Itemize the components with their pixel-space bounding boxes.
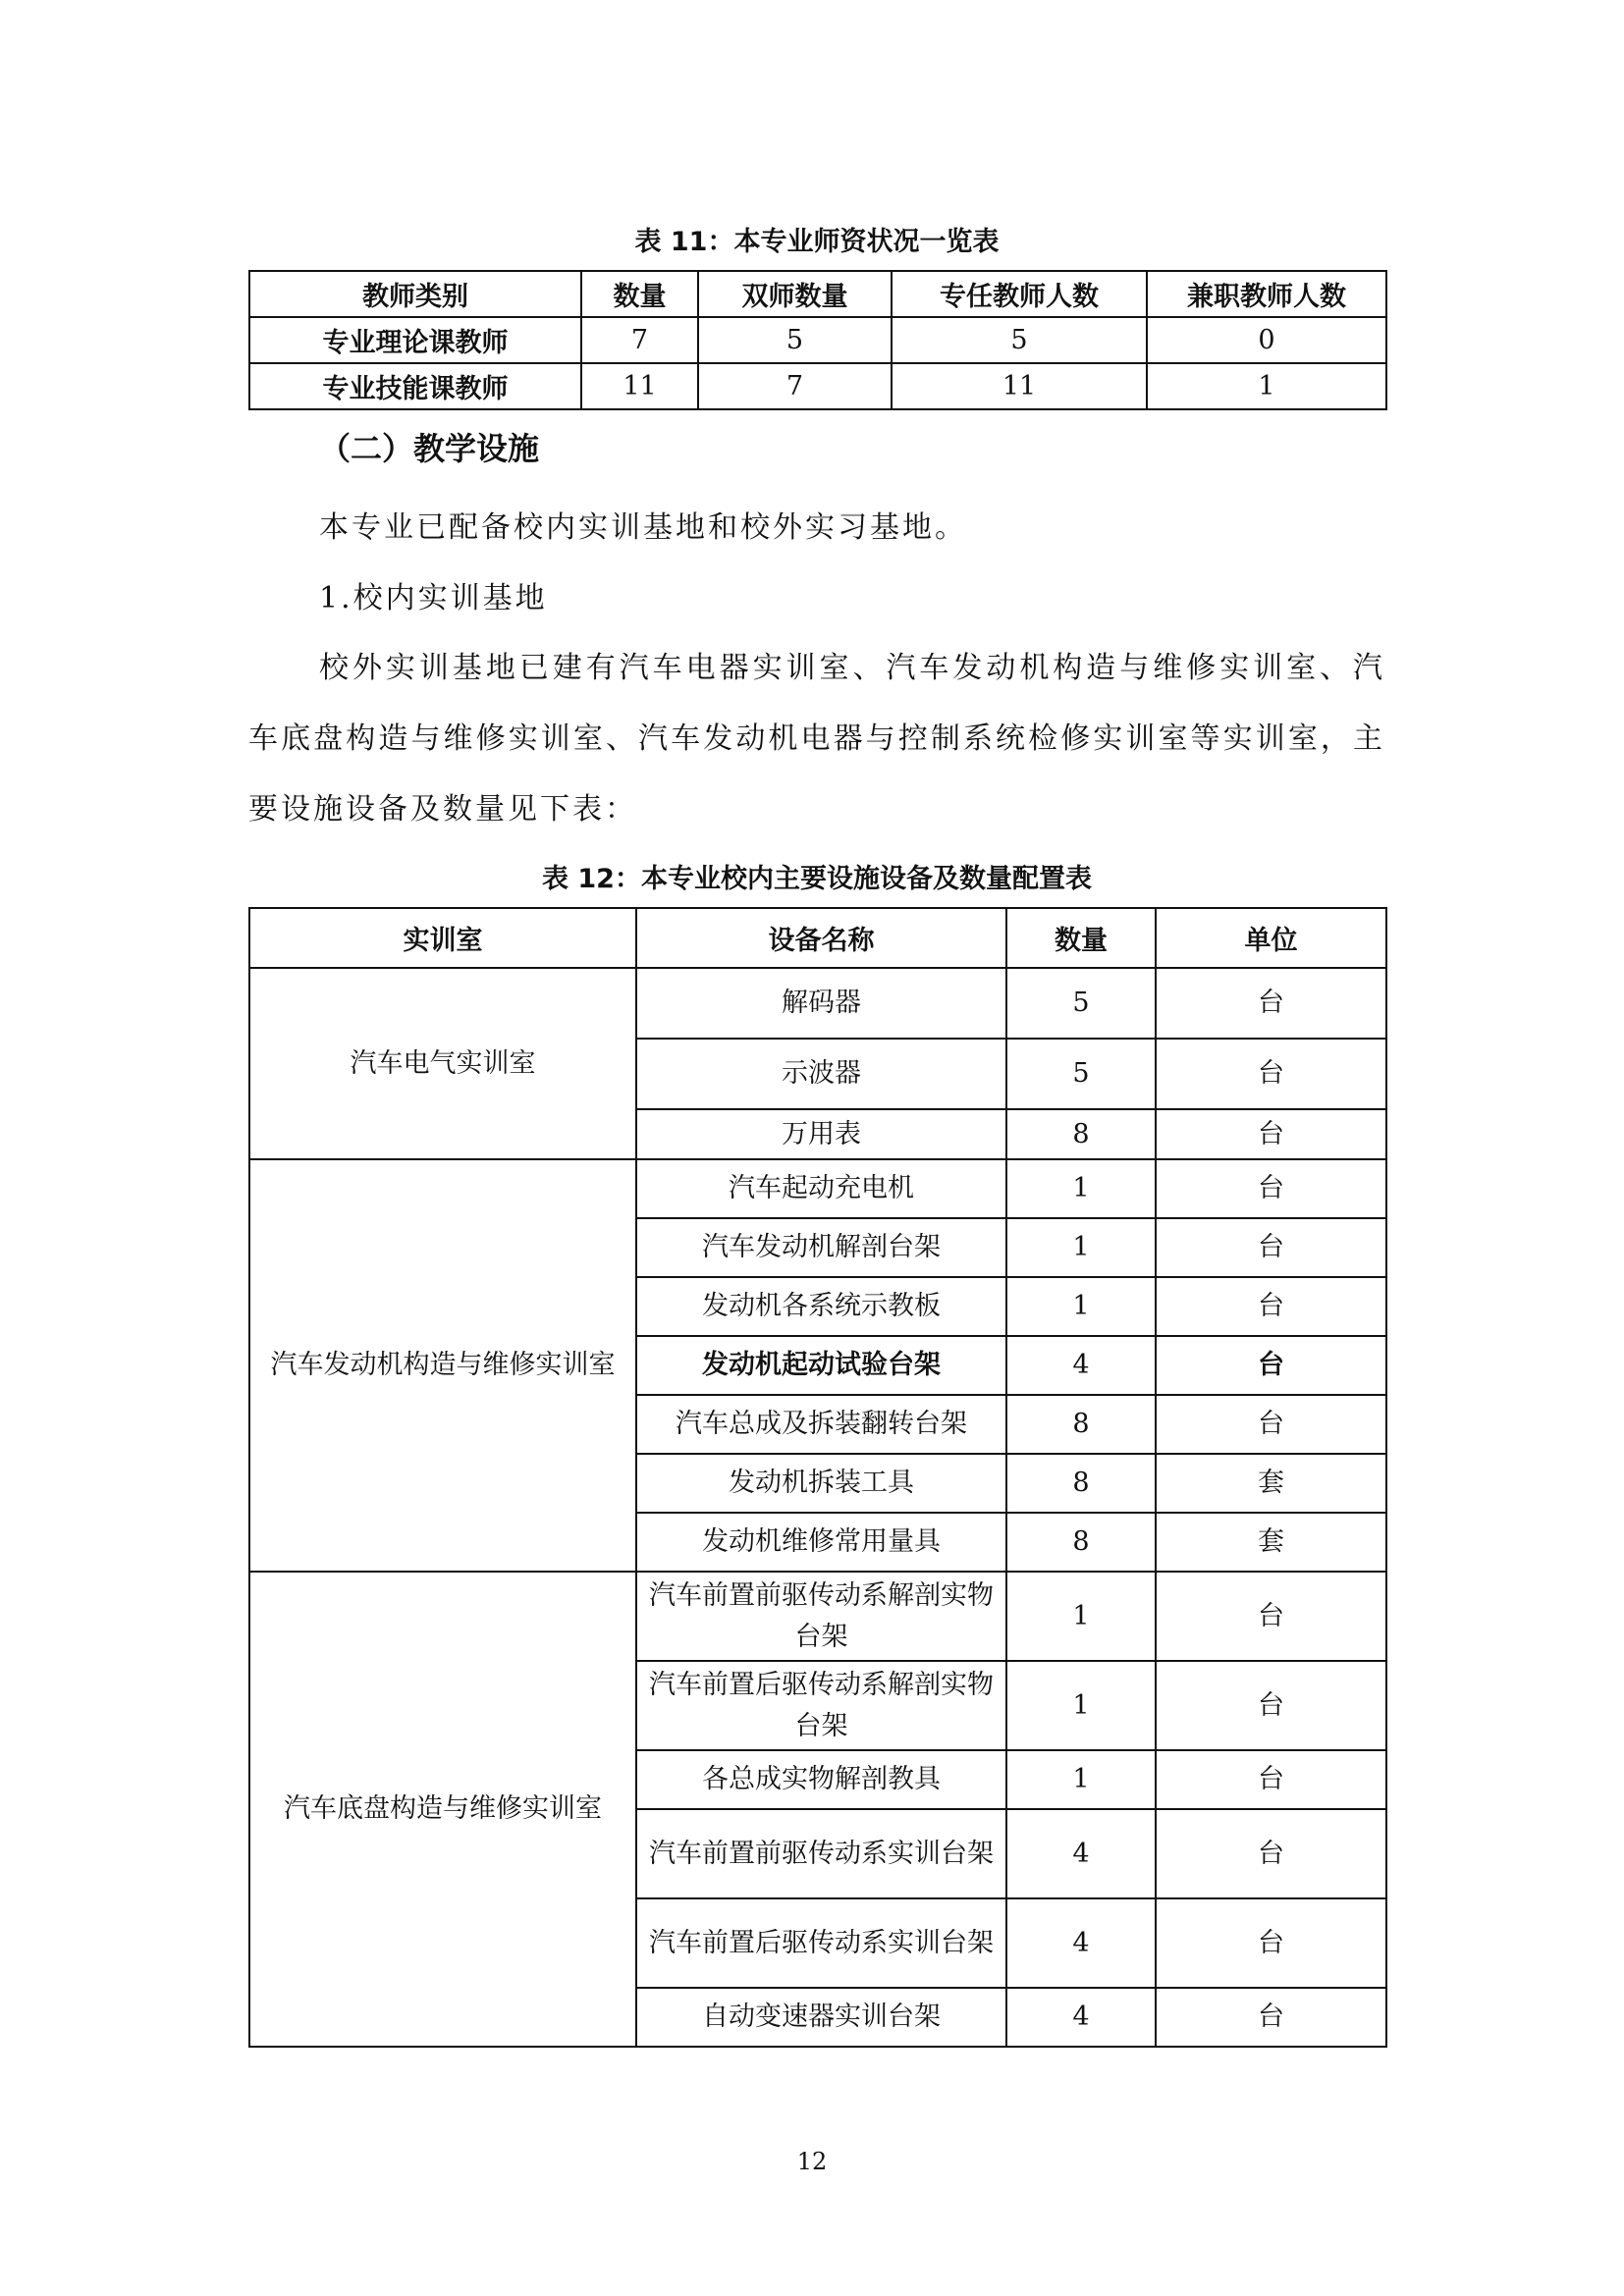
room-cell: 汽车底盘构造与维修实训室 xyxy=(249,1572,636,2047)
table-cell: 汽车前置前驱传动系实训台架 xyxy=(636,1809,1006,1898)
table-row xyxy=(249,968,1386,1039)
table-cell: 1 xyxy=(1006,1572,1156,1661)
table-cell: 8 xyxy=(1006,1454,1156,1513)
table-cell: 台 xyxy=(1156,1336,1386,1395)
table-cell: 1 xyxy=(1006,1218,1156,1277)
table-cell: 台 xyxy=(1156,1572,1386,1661)
table-cell: 1 xyxy=(1006,1750,1156,1809)
table-cell: 5 xyxy=(698,317,892,363)
table-cell: 台 xyxy=(1156,1159,1386,1218)
column-header: 专任教师人数 xyxy=(892,271,1147,317)
table-cell: 台 xyxy=(1156,1988,1386,2047)
table-cell: 1 xyxy=(1006,1661,1156,1750)
table-cell: 台 xyxy=(1156,1039,1386,1109)
room-cell: 汽车电气实训室 xyxy=(249,968,636,1159)
table-cell: 8 xyxy=(1006,1109,1156,1159)
table-cell: 7 xyxy=(698,363,892,409)
table-cell: 8 xyxy=(1006,1513,1156,1572)
teacher-staff-table xyxy=(248,270,1387,410)
table-cell: 5 xyxy=(892,317,1147,363)
table-cell: 4 xyxy=(1006,1898,1156,1988)
table-cell: 1 xyxy=(1006,1159,1156,1218)
table-cell: 11 xyxy=(581,363,698,409)
table-cell: 汽车前置前驱传动系解剖实物台架 xyxy=(636,1572,1006,1661)
page-number: 12 xyxy=(796,2148,828,2175)
table-row xyxy=(249,363,1386,409)
room-cell: 汽车发动机构造与维修实训室 xyxy=(249,1159,636,1572)
table-row xyxy=(249,1159,1386,1218)
table-cell: 台 xyxy=(1156,1661,1386,1750)
table-row xyxy=(249,317,1386,363)
column-header: 设备名称 xyxy=(636,908,1006,968)
table-header-row xyxy=(249,908,1386,968)
table-cell: 套 xyxy=(1156,1513,1386,1572)
table-header-row xyxy=(249,271,1386,317)
table-cell: 发动机起动试验台架 xyxy=(636,1336,1006,1395)
table-cell: 发动机各系统示教板 xyxy=(636,1277,1006,1336)
table-cell: 各总成实物解剖教具 xyxy=(636,1750,1006,1809)
table-11-caption: 表 11：本专业师资状况一览表 xyxy=(634,227,1000,257)
table-cell: 汽车发动机解剖台架 xyxy=(636,1218,1006,1277)
table-12-caption: 表 12：本专业校内主要设施设备及数量配置表 xyxy=(542,864,1092,894)
table-cell: 4 xyxy=(1006,1988,1156,2047)
column-header: 实训室 xyxy=(249,908,636,968)
column-header: 数量 xyxy=(1006,908,1156,968)
table-row xyxy=(249,1572,1386,1661)
table-cell: 台 xyxy=(1156,968,1386,1039)
table-cell: 台 xyxy=(1156,1750,1386,1809)
table-cell: 发动机维修常用量具 xyxy=(636,1513,1006,1572)
subsection-title: 1.校内实训基地 xyxy=(319,581,548,615)
table-cell: 5 xyxy=(1006,1039,1156,1109)
table-cell: 专业技能课教师 xyxy=(249,363,581,409)
paragraph: 本专业已配备校内实训基地和校外实习基地。 xyxy=(319,510,967,545)
table-cell: 11 xyxy=(892,363,1147,409)
column-header: 兼职教师人数 xyxy=(1147,271,1386,317)
table-cell: 4 xyxy=(1006,1809,1156,1898)
equipment-table xyxy=(248,907,1387,2048)
column-header: 双师数量 xyxy=(698,271,892,317)
table-cell: 解码器 xyxy=(636,968,1006,1039)
table-cell: 汽车起动充电机 xyxy=(636,1159,1006,1218)
table-cell: 0 xyxy=(1147,317,1386,363)
table-cell: 7 xyxy=(581,317,698,363)
table-cell: 台 xyxy=(1156,1109,1386,1159)
table-cell: 示波器 xyxy=(636,1039,1006,1109)
column-header: 数量 xyxy=(581,271,698,317)
table-cell: 台 xyxy=(1156,1277,1386,1336)
column-header: 教师类别 xyxy=(249,271,581,317)
table-cell: 汽车前置后驱传动系实训台架 xyxy=(636,1898,1006,1988)
table-cell: 台 xyxy=(1156,1898,1386,1988)
table-cell: 汽车总成及拆装翻转台架 xyxy=(636,1395,1006,1454)
table-cell: 5 xyxy=(1006,968,1156,1039)
table-cell: 台 xyxy=(1156,1809,1386,1898)
table-cell: 1 xyxy=(1006,1277,1156,1336)
table-cell: 台 xyxy=(1156,1218,1386,1277)
column-header: 单位 xyxy=(1156,908,1386,968)
table-cell: 台 xyxy=(1156,1395,1386,1454)
table-cell: 万用表 xyxy=(636,1109,1006,1159)
table-cell: 4 xyxy=(1006,1336,1156,1395)
table-cell: 自动变速器实训台架 xyxy=(636,1988,1006,2047)
table-cell: 套 xyxy=(1156,1454,1386,1513)
table-cell: 发动机拆装工具 xyxy=(636,1454,1006,1513)
table-cell: 8 xyxy=(1006,1395,1156,1454)
table-cell: 汽车前置后驱传动系解剖实物台架 xyxy=(636,1661,1006,1750)
paragraph: 校外实训基地已建有汽车电器实训室、汽车发动机构造与维修实训室、汽车底盘构造与维修实训室、汽车发动机电器与控制系统检修实训室等实训室，主要设施设备及数量见下表： xyxy=(248,651,1385,827)
table-cell: 专业理论课教师 xyxy=(249,317,581,363)
table-cell: 1 xyxy=(1147,363,1386,409)
section-heading: （二）教学设施 xyxy=(319,430,540,467)
